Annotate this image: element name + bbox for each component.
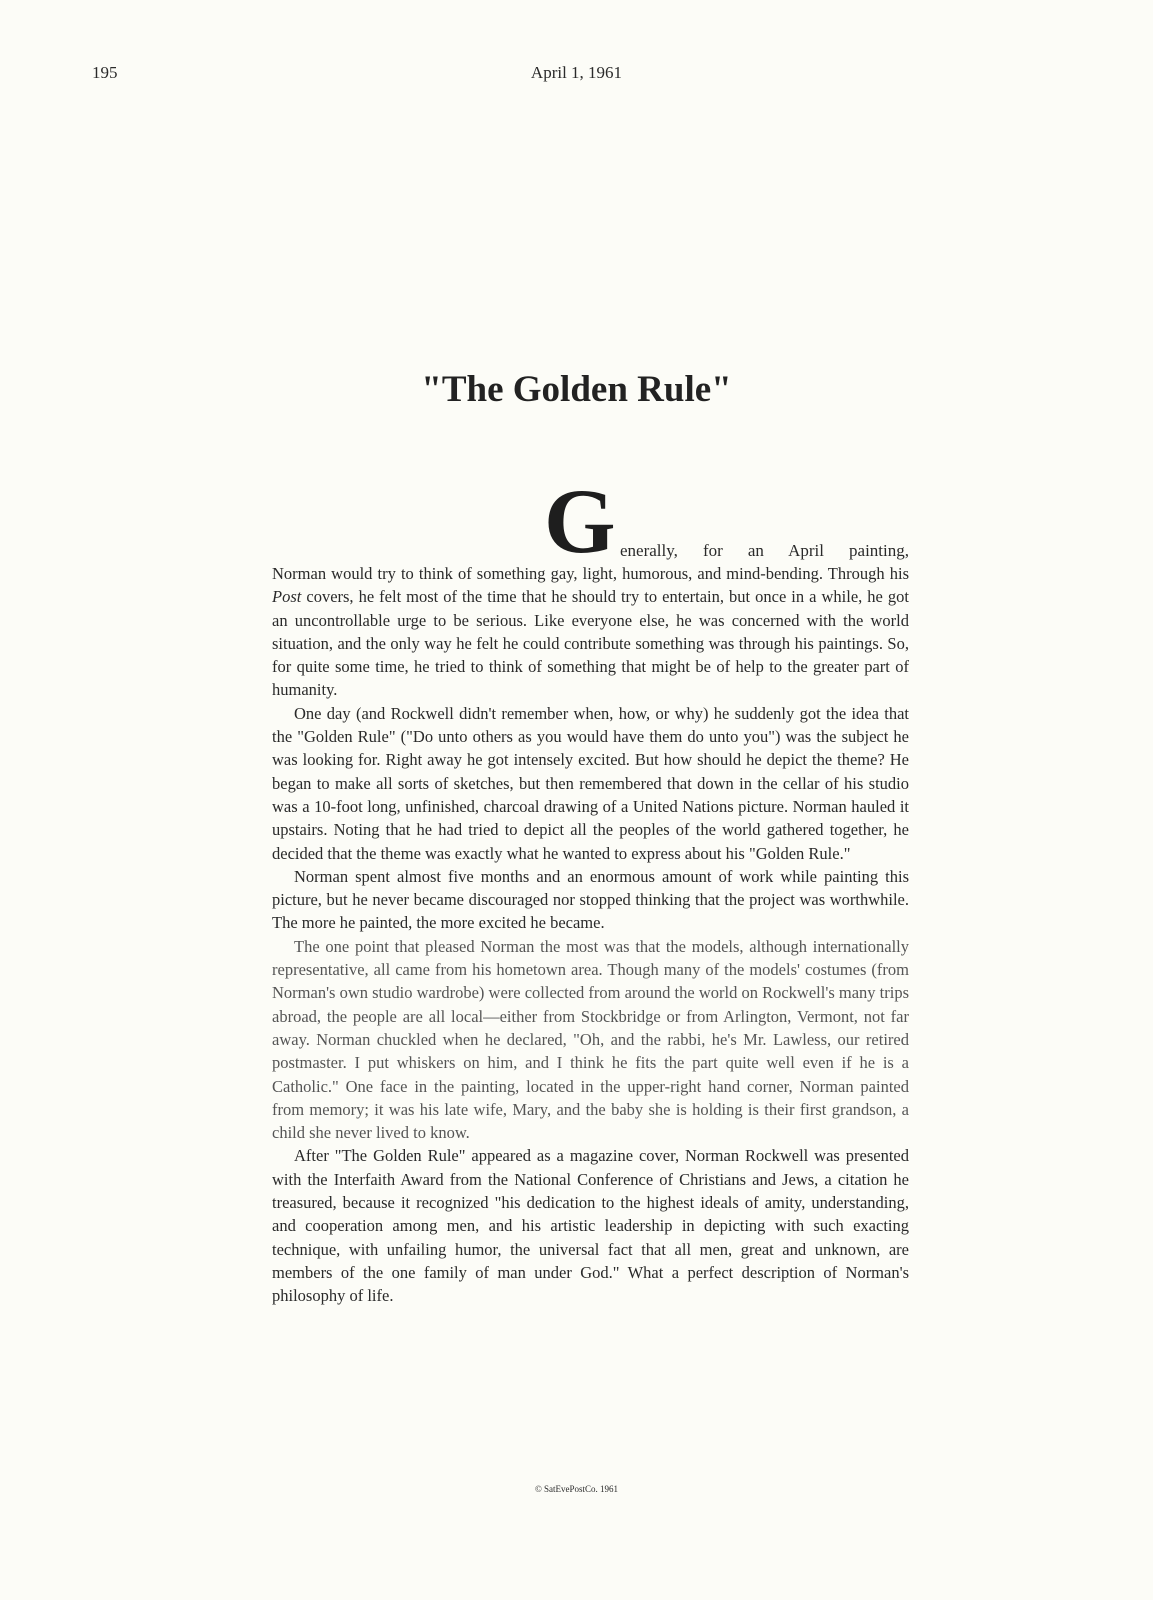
opening-line bbox=[272, 470, 909, 572]
copyright-credit: © SatEvePostCo. 1961 bbox=[534, 1484, 619, 1494]
paragraph-1-part-b: covers, he felt most of the time that he should try to entertain, but once in a while, he got an uncontrollable urge to be serious. Like everyone else, he was concerned with the world situation, and the only way he felt he could contribute something was through his paintings. So, for quite some time, he tried to think of something that might be of help to the greater part of humanity. bbox=[272, 587, 909, 700]
paragraph-3: Norman spent almost five months and an enormous amount of work while painting this picture, but he never became discouraged nor stopped thinking that the project was worthwhile. The more he painted, the more excited he became. bbox=[272, 866, 909, 933]
running-head-date: April 1, 1961 bbox=[530, 63, 623, 82]
paragraph-1-part-a: Norman would try to think of something gay, light, humorous, and mind-bending. Through his bbox=[272, 564, 909, 583]
drop-cap: G bbox=[544, 470, 616, 572]
opening-line-text: enerally, for an April painting, bbox=[620, 541, 909, 560]
article-title: "The Golden Rule" bbox=[421, 369, 732, 410]
paragraph-2: One day (and Rockwell didn't remember when, how, or why) he suddenly got the idea that the "Golden Rule" ("Do unto others as you would have them do unto you") was the subject he was looking for. Right away he got intensely excited. But how should he depict the theme? He began to make all sorts of sketches, but then remembered that down in the cellar of his studio was a 10-foot long, unfinished, charcoal drawing of a United Nations picture. Norman hauled it upstairs. Noting that he had tried to depict all the peoples of the world gathered together, he decided that the theme was exactly what he wanted to express about his "Golden Rule." bbox=[272, 703, 909, 863]
page-number: 195 bbox=[92, 63, 118, 82]
paragraph-4: The one point that pleased Norman the most was that the models, although internationally representative, all came from his hometown area. Though many of the models' costumes (from Norman's own studio wardrobe) were collected from around the world on Rockwell's many trips abroad, the people are all local—either from Stockbridge or from Arlington, Vermont, not far away. Norman chuckled when he declared, "Oh, and the rabbi, he's Mr. Lawless, our retired postmaster. I put whiskers on him, and I think he fits the part quite well even if he is a Catholic." One face in the painting, located in the upper-right hand corner, Norman painted from memory; it was his late wife, Mary, and the baby she is holding is their first grandson, a child she never lived to know. bbox=[272, 936, 909, 1143]
paragraph-5: After "The Golden Rule" appeared as a magazine cover, Norman Rockwell was presented with the Interfaith Award from the National Conference of Christians and Jews, a citation he treasured, because it recognized "his dedication to the highest ideals of amity, understanding, and cooperation among men, and his artistic leadership in depicting with such exacting technique, with unfailing humor, the universal fact that all men, great and unknown, are members of the one family of man under God." What a perfect description of Norman's philosophy of life. bbox=[272, 1146, 909, 1306]
post-italic: Post bbox=[272, 587, 302, 607]
article-body bbox=[272, 470, 909, 1308]
paragraph-1 bbox=[272, 562, 909, 702]
